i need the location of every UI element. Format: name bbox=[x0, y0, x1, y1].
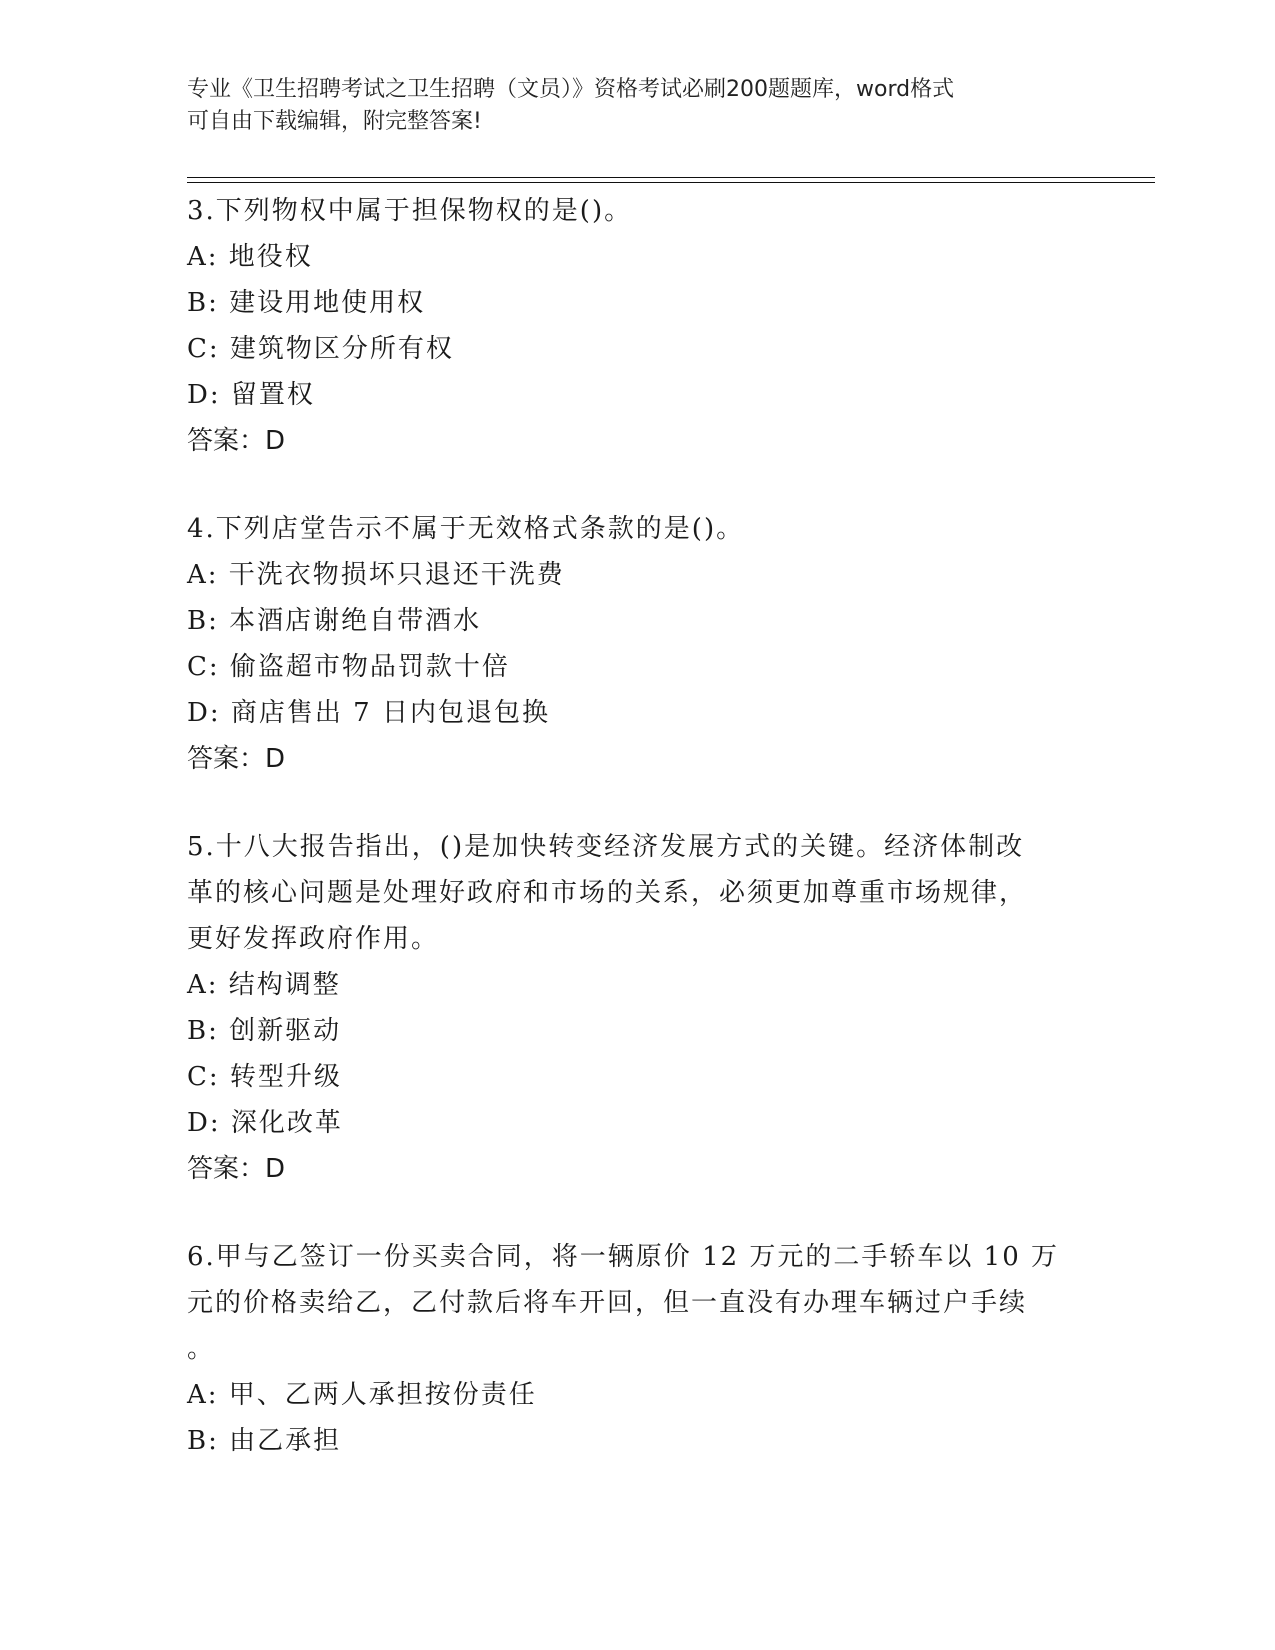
option-c: C: 转型升级 bbox=[187, 1062, 342, 1092]
question-stem: 4.下列店堂告示不属于无效格式条款的是()。 bbox=[187, 514, 745, 544]
header-line-2: 可自由下载编辑，附完整答案! bbox=[187, 109, 482, 134]
option-b: B: 创新驱动 bbox=[187, 1016, 342, 1046]
question-stem-line-1: 6.甲与乙签订一份买卖合同，将一辆原价 12 万元的二手轿车以 10 万 bbox=[187, 1242, 1060, 1272]
header-rule-top bbox=[187, 177, 1155, 178]
option-d: D: 留置权 bbox=[187, 380, 315, 410]
question-stem-line-1: 5.十八大报告指出，()是加快转变经济发展方式的关键。经济体制改 bbox=[187, 832, 1025, 862]
option-a: A: 甲、乙两人承担按份责任 bbox=[187, 1380, 537, 1410]
header-line-1: 专业《卫生招聘考试之卫生招聘（文员）》资格考试必刷200题题库，word格式 bbox=[187, 77, 955, 102]
option-c: C: 建筑物区分所有权 bbox=[187, 334, 454, 364]
option-a: A: 地役权 bbox=[187, 242, 313, 272]
option-b: B: 本酒店谢绝自带酒水 bbox=[187, 606, 482, 636]
question-stem-line-3: 。 bbox=[187, 1334, 216, 1364]
header-rule-bottom bbox=[187, 182, 1155, 183]
option-b: B: 建设用地使用权 bbox=[187, 288, 426, 318]
option-a: A: 干洗衣物损坏只退还干洗费 bbox=[187, 560, 565, 590]
option-d: D: 商店售出 7 日内包退包换 bbox=[187, 698, 550, 728]
answer: 答案：D bbox=[187, 744, 286, 774]
question-stem-line-2: 革的核心问题是处理好政府和市场的关系，必须更加尊重市场规律， bbox=[187, 878, 1028, 908]
question-4 bbox=[187, 506, 1067, 782]
answer: 答案：D bbox=[187, 426, 286, 456]
question-5 bbox=[187, 824, 1067, 1192]
question-stem-line-2: 元的价格卖给乙，乙付款后将车开回，但一直没有办理车辆过户手续 bbox=[187, 1288, 1028, 1318]
answer: 答案：D bbox=[187, 1154, 286, 1184]
question-6 bbox=[187, 1234, 1067, 1464]
document-header bbox=[187, 74, 1067, 138]
question-3 bbox=[187, 188, 1067, 464]
option-c: C: 偷盗超市物品罚款十倍 bbox=[187, 652, 510, 682]
question-list bbox=[187, 188, 1067, 1506]
option-a: A: 结构调整 bbox=[187, 970, 341, 1000]
question-stem-line-3: 更好发挥政府作用。 bbox=[187, 924, 440, 954]
question-stem: 3.下列物权中属于担保物权的是()。 bbox=[187, 196, 633, 226]
option-d: D: 深化改革 bbox=[187, 1108, 343, 1138]
option-b: B: 由乙承担 bbox=[187, 1426, 342, 1456]
